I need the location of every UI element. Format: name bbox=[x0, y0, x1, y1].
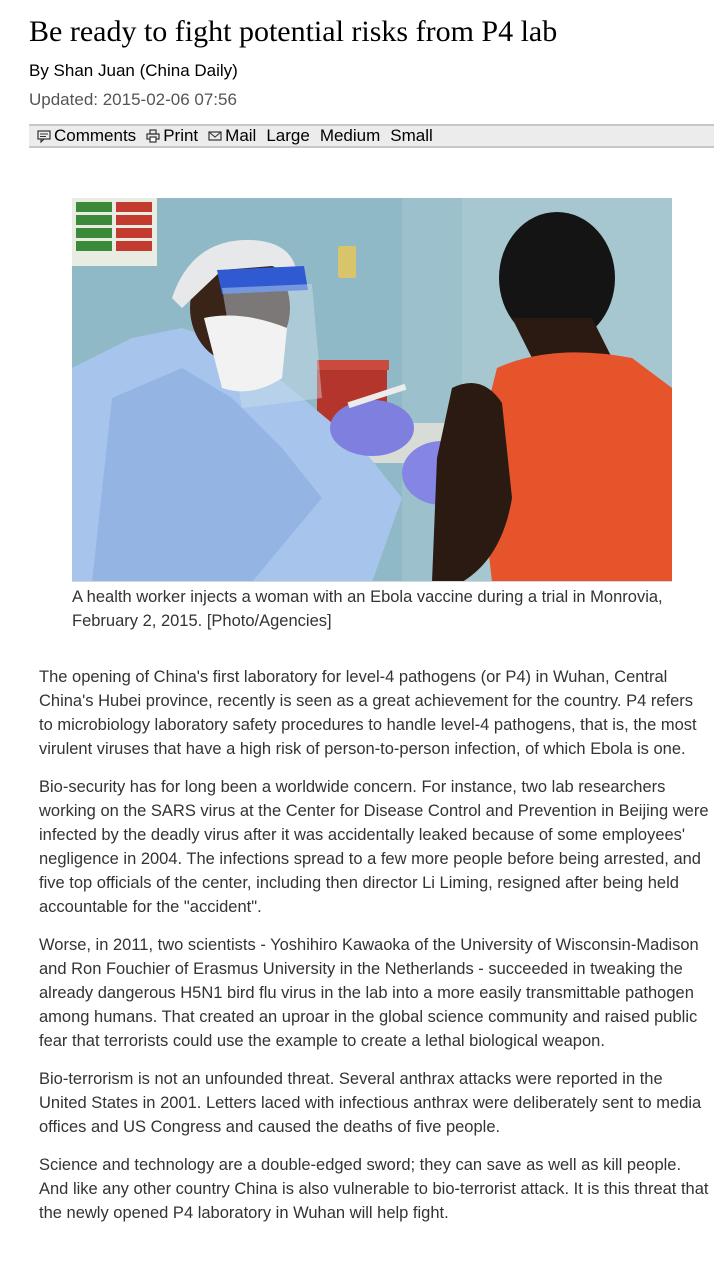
mail-icon bbox=[208, 130, 222, 142]
byline: By Shan Juan (China Daily) bbox=[29, 61, 238, 80]
font-size-small[interactable]: Small bbox=[390, 126, 433, 145]
article-toolbar bbox=[29, 124, 714, 148]
paragraph: Science and technology are a double-edged sword; they can save as well as kill people. And like any other country China is also vulnerable to bio-terrorist attack. It is this threat that the newly opened P4 laboratory in Wuhan will help fight. bbox=[39, 1156, 709, 1222]
font-size-large[interactable]: Large bbox=[266, 126, 310, 145]
print-link[interactable] bbox=[146, 126, 198, 146]
paragraph: The opening of China's first laboratory for level-4 pathogens (or P4) in Wuhan, Central China's Hubei province, recently is seen as a great achievement for the country. P4 refers to microbiology laboratory safety procedures to handle level-4 pathogens, that is, the most virulent viruses that have a high risk of person-to-person infection, of which Ebola is one. bbox=[39, 668, 697, 758]
paragraph: Bio-security has for long been a worldwide concern. For instance, two lab researchers working on the SARS virus at the Center for Disease Control and Prevention in Beijing were infected by the deadly virus after it was accidentally leaked because of some employees' negligence in 2004. The infections spread to a few more people before being arrested, and five top officials of the center, including then director Li Liming, resigned after being held accountable for the "accident". bbox=[39, 778, 709, 916]
article-title: Be ready to fight potential risks from P4 lab bbox=[29, 15, 558, 48]
article-photo bbox=[72, 198, 672, 582]
updated-timestamp: Updated: 2015-02-06 07:56 bbox=[29, 90, 237, 109]
printer-icon bbox=[146, 129, 160, 143]
photo-caption: A health worker injects a woman with an Ebola vaccine during a trial in Monrovia, February 2, 2015. [Photo/Agencies] bbox=[72, 588, 663, 630]
comments-link[interactable] bbox=[37, 126, 136, 146]
article-body bbox=[39, 665, 711, 1239]
comments-label: Comments bbox=[54, 126, 137, 145]
comment-icon bbox=[37, 130, 51, 143]
mail-label: Mail bbox=[225, 126, 257, 145]
font-size-medium[interactable]: Medium bbox=[319, 126, 381, 145]
paragraph: Bio-terrorism is not an unfounded threat. Several anthrax attacks were reported in the United States in 2001. Letters laced with infectious anthrax were deliberately sent to media offices and US Congress and caused the deaths of five people. bbox=[39, 1070, 702, 1136]
paragraph: Worse, in 2011, two scientists - Yoshihiro Kawaoka of the University of Wisconsin-Madison and Ron Fouchier of Erasmus University in the Netherlands - succeeded in tweaking the already dangerous H5N1 bird flu virus in the lab into a more easily transmittable pathogen among humans. That created an uproar in the global science community and raised public fear that terrorists could use the example to create a lethal biological weapon. bbox=[39, 936, 699, 1050]
print-label: Print bbox=[163, 126, 199, 145]
mail-link[interactable] bbox=[208, 126, 256, 146]
